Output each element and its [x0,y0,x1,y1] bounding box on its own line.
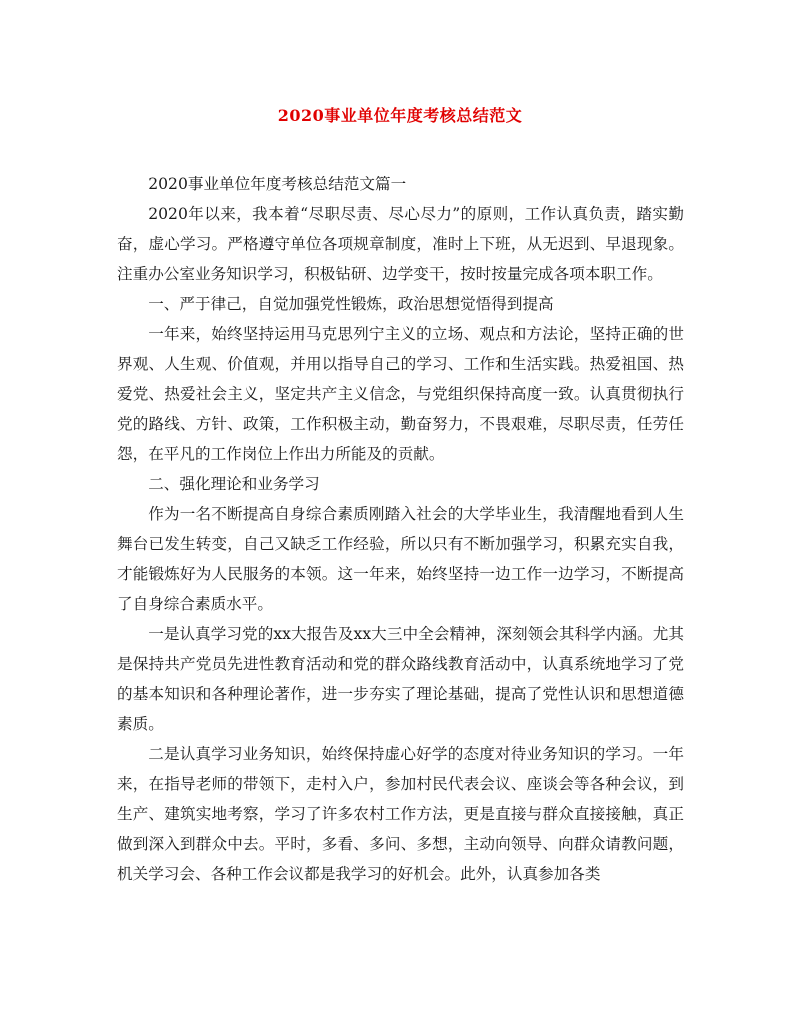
body-paragraph: 2020年以来，我本着“尽职尽责、尽心尽力”的原则，工作认真负责，踏实勤奋，虚心学习。严格遵守单位各项规章制度，准时上下班，从无迟到、早退现象。注重办公室业务知识学习，积极钻研、边学变干，按时按量完成各项本职工作。 [117,205,684,283]
document-body [117,169,684,889]
sub-heading: 二、强化理论和业务学习 [148,475,320,493]
body-paragraph: 一是认真学习党的xx大报告及xx大三中全会精神，深刻领会其科学内涵。尤其是保持共产党员先进性教育活动和党的群众路线教育活动中，认真系统地学习了党的基本知识和各种理论著作，进一步夯实了理论基础，提高了党性认识和思想道德素质。 [117,625,684,733]
section-heading: 2020事业单位年度考核总结范文篇一 [148,175,407,193]
body-paragraph: 作为一名不断提高自身综合素质刚踏入社会的大学毕业生，我清醒地看到人生舞台已发生转变，自己又缺乏工作经验，所以只有不断加强学习，积累充实自我，才能锻炼好为人民服务的本领。这一年来，始终坚持一边工作一边学习，不断提高了自身综合素质水平。 [117,505,684,613]
sub-heading: 一、严于律己，自觉加强党性锻炼，政治思想觉悟得到提高 [148,295,554,313]
body-paragraph: 二是认真学习业务知识，始终保持虚心好学的态度对待业务知识的学习。一年来，在指导老师的带领下，走村入户，参加村民代表会议、座谈会等各种会议，到生产、建筑实地考察，学习了许多农村工作方法，更是直接与群众直接接触，真正做到深入到群众中去。平时，多看、多问、多想，主动向领导、向群众请教问题，机关学习会、各种工作会议都是我学习的好机会。此外，认真参加各类 [117,745,684,883]
body-paragraph: 一年来，始终坚持运用马克思列宁主义的立场、观点和方法论，坚持正确的世界观、人生观、价值观，并用以指导自己的学习、工作和生活实践。热爱祖国、热爱党、热爱社会主义，坚定共产主义信念，与党组织保持高度一致。认真贯彻执行党的路线、方针、政策，工作积极主动，勤奋努力，不畏艰难，尽职尽责，任劳任怨，在平凡的工作岗位上作出力所能及的贡献。 [117,325,684,463]
document-title: 2020事业单位年度考核总结范文 [277,106,523,125]
